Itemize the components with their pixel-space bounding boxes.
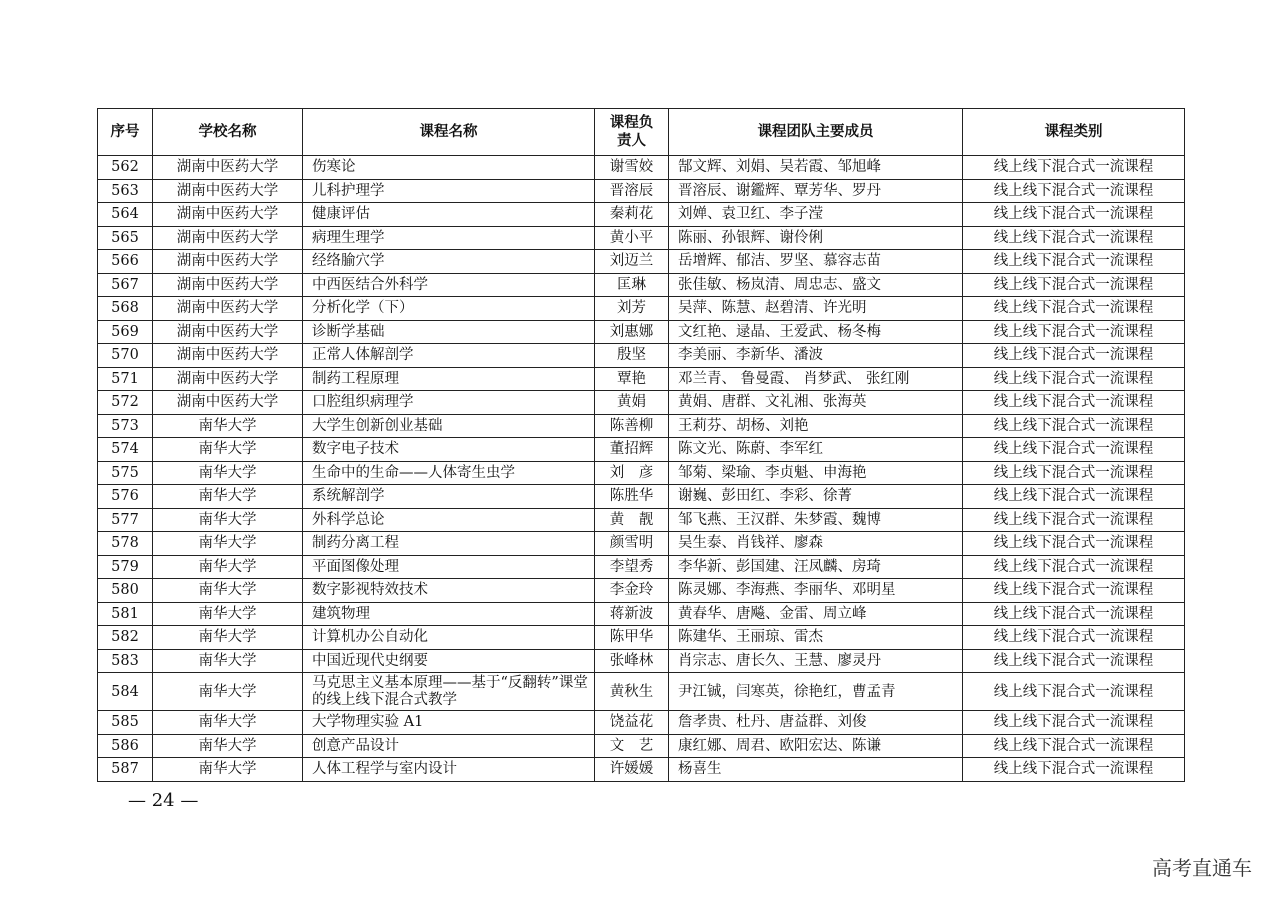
cell-members: 吴萍、陈慧、赵碧清、许光明	[669, 297, 963, 321]
cell-leader: 覃艳	[595, 367, 669, 391]
cell-leader: 刘惠娜	[595, 320, 669, 344]
cell-type: 线上线下混合式一流课程	[963, 226, 1185, 250]
page-number: — 24 —	[128, 790, 199, 811]
cell-leader: 秦莉花	[595, 203, 669, 227]
table-row	[98, 179, 1185, 203]
cell-type: 线上线下混合式一流课程	[963, 320, 1185, 344]
cell-no: 571	[98, 367, 153, 391]
cell-type: 线上线下混合式一流课程	[963, 156, 1185, 180]
cell-school: 南华大学	[153, 673, 303, 711]
cell-no: 577	[98, 508, 153, 532]
table-row	[98, 203, 1185, 227]
cell-members: 尹江铖，闫寒英，徐艳红，曹孟青	[669, 673, 963, 711]
cell-no: 582	[98, 626, 153, 650]
cell-members: 邓兰青、 鲁曼霞、 肖梦武、 张红刚	[669, 367, 963, 391]
cell-no: 564	[98, 203, 153, 227]
cell-school: 湖南中医药大学	[153, 367, 303, 391]
cell-no: 576	[98, 485, 153, 509]
cell-course: 伤寒论	[303, 156, 595, 180]
table-row	[98, 532, 1185, 556]
table-row	[98, 711, 1185, 735]
cell-type: 线上线下混合式一流课程	[963, 508, 1185, 532]
cell-leader: 李金玲	[595, 579, 669, 603]
cell-school: 湖南中医药大学	[153, 156, 303, 180]
cell-members: 陈灵娜、李海燕、李丽华、邓明星	[669, 579, 963, 603]
cell-course: 大学生创新创业基础	[303, 414, 595, 438]
table-row	[98, 485, 1185, 509]
cell-school: 南华大学	[153, 626, 303, 650]
table-row	[98, 555, 1185, 579]
cell-leader: 黄秋生	[595, 673, 669, 711]
cell-members: 陈丽、孙银辉、谢伶俐	[669, 226, 963, 250]
cell-course: 建筑物理	[303, 602, 595, 626]
cell-school: 湖南中医药大学	[153, 273, 303, 297]
header-course: 课程名称	[303, 109, 595, 156]
cell-members: 肖宗志、唐长久、王慧、廖灵丹	[669, 649, 963, 673]
cell-school: 南华大学	[153, 414, 303, 438]
cell-type: 线上线下混合式一流课程	[963, 273, 1185, 297]
cell-members: 詹孝贵、杜丹、唐益群、刘俊	[669, 711, 963, 735]
table-row	[98, 156, 1185, 180]
cell-type: 线上线下混合式一流课程	[963, 532, 1185, 556]
cell-leader: 陈甲华	[595, 626, 669, 650]
cell-members: 郜文辉、刘娟、吴若霞、邹旭峰	[669, 156, 963, 180]
course-table	[97, 108, 1185, 782]
table-row	[98, 367, 1185, 391]
table-row	[98, 344, 1185, 368]
cell-school: 湖南中医药大学	[153, 391, 303, 415]
cell-leader: 颜雪明	[595, 532, 669, 556]
cell-no: 562	[98, 156, 153, 180]
cell-course: 健康评估	[303, 203, 595, 227]
cell-members: 邹飞燕、王汉群、朱梦霞、魏博	[669, 508, 963, 532]
cell-leader: 蒋新波	[595, 602, 669, 626]
cell-type: 线上线下混合式一流课程	[963, 555, 1185, 579]
cell-members: 黄娟、唐群、文礼湘、张海英	[669, 391, 963, 415]
cell-members: 晋溶辰、谢鑑辉、覃芳华、罗丹	[669, 179, 963, 203]
cell-course: 大学物理实验 A1	[303, 711, 595, 735]
cell-type: 线上线下混合式一流课程	[963, 461, 1185, 485]
cell-no: 565	[98, 226, 153, 250]
cell-course: 系统解剖学	[303, 485, 595, 509]
cell-course: 马克思主义基本原理——基于“反翻转”课堂的线上线下混合式教学	[303, 673, 595, 711]
cell-course: 创意产品设计	[303, 734, 595, 758]
cell-school: 湖南中医药大学	[153, 250, 303, 274]
table-row	[98, 297, 1185, 321]
cell-no: 573	[98, 414, 153, 438]
cell-no: 570	[98, 344, 153, 368]
cell-members: 岳增辉、郁洁、罗坚、慕容志苗	[669, 250, 963, 274]
cell-no: 579	[98, 555, 153, 579]
table-row	[98, 438, 1185, 462]
cell-course: 中西医结合外科学	[303, 273, 595, 297]
table-row	[98, 414, 1185, 438]
cell-school: 湖南中医药大学	[153, 297, 303, 321]
cell-type: 线上线下混合式一流课程	[963, 250, 1185, 274]
cell-school: 南华大学	[153, 579, 303, 603]
cell-members: 吴生泰、肖钱祥、廖森	[669, 532, 963, 556]
cell-type: 线上线下混合式一流课程	[963, 344, 1185, 368]
cell-type: 线上线下混合式一流课程	[963, 579, 1185, 603]
cell-leader: 饶益花	[595, 711, 669, 735]
cell-leader: 陈善柳	[595, 414, 669, 438]
cell-course: 经络腧穴学	[303, 250, 595, 274]
cell-leader: 刘 彦	[595, 461, 669, 485]
cell-no: 563	[98, 179, 153, 203]
cell-course: 数字影视特效技术	[303, 579, 595, 603]
cell-members: 杨喜生	[669, 758, 963, 782]
table-row	[98, 226, 1185, 250]
cell-no: 568	[98, 297, 153, 321]
cell-no: 585	[98, 711, 153, 735]
cell-type: 线上线下混合式一流课程	[963, 734, 1185, 758]
cell-course: 口腔组织病理学	[303, 391, 595, 415]
header-leader: 课程负责人	[595, 109, 669, 156]
cell-school: 南华大学	[153, 649, 303, 673]
cell-school: 南华大学	[153, 508, 303, 532]
cell-members: 王莉芬、胡杨、刘艳	[669, 414, 963, 438]
cell-course: 生命中的生命——人体寄生虫学	[303, 461, 595, 485]
cell-leader: 刘芳	[595, 297, 669, 321]
cell-type: 线上线下混合式一流课程	[963, 485, 1185, 509]
cell-members: 刘婵、袁卫红、李子滢	[669, 203, 963, 227]
cell-course: 分析化学（下）	[303, 297, 595, 321]
cell-type: 线上线下混合式一流课程	[963, 414, 1185, 438]
cell-no: 586	[98, 734, 153, 758]
cell-no: 572	[98, 391, 153, 415]
table-row	[98, 250, 1185, 274]
cell-school: 湖南中医药大学	[153, 226, 303, 250]
cell-course: 正常人体解剖学	[303, 344, 595, 368]
cell-members: 张佳敏、杨岚清、周忠志、盛文	[669, 273, 963, 297]
cell-school: 湖南中医药大学	[153, 320, 303, 344]
cell-leader: 黄娟	[595, 391, 669, 415]
cell-members: 李华新、彭国建、汪凤麟、房琦	[669, 555, 963, 579]
table-row	[98, 320, 1185, 344]
cell-course: 外科学总论	[303, 508, 595, 532]
cell-school: 南华大学	[153, 758, 303, 782]
cell-no: 580	[98, 579, 153, 603]
cell-no: 575	[98, 461, 153, 485]
cell-members: 邹菊、梁瑜、李贞魁、申海艳	[669, 461, 963, 485]
cell-course: 病理生理学	[303, 226, 595, 250]
cell-leader: 晋溶辰	[595, 179, 669, 203]
cell-type: 线上线下混合式一流课程	[963, 711, 1185, 735]
cell-no: 569	[98, 320, 153, 344]
cell-school: 南华大学	[153, 734, 303, 758]
cell-school: 南华大学	[153, 602, 303, 626]
table-row	[98, 734, 1185, 758]
cell-school: 南华大学	[153, 438, 303, 462]
cell-leader: 陈胜华	[595, 485, 669, 509]
cell-no: 574	[98, 438, 153, 462]
cell-school: 南华大学	[153, 532, 303, 556]
cell-course: 数字电子技术	[303, 438, 595, 462]
cell-type: 线上线下混合式一流课程	[963, 367, 1185, 391]
cell-school: 湖南中医药大学	[153, 179, 303, 203]
table-row	[98, 602, 1185, 626]
header-members: 课程团队主要成员	[669, 109, 963, 156]
cell-no: 584	[98, 673, 153, 711]
cell-members: 陈建华、王丽琼、雷杰	[669, 626, 963, 650]
table-row	[98, 273, 1185, 297]
table-row	[98, 508, 1185, 532]
cell-type: 线上线下混合式一流课程	[963, 649, 1185, 673]
cell-leader: 黄 靓	[595, 508, 669, 532]
cell-leader: 李望秀	[595, 555, 669, 579]
table-row	[98, 391, 1185, 415]
cell-members: 陈文光、陈蔚、李军红	[669, 438, 963, 462]
cell-school: 南华大学	[153, 555, 303, 579]
header-school: 学校名称	[153, 109, 303, 156]
cell-course: 儿科护理学	[303, 179, 595, 203]
cell-course: 制药分离工程	[303, 532, 595, 556]
cell-leader: 谢雪姣	[595, 156, 669, 180]
cell-leader: 匡琳	[595, 273, 669, 297]
cell-type: 线上线下混合式一流课程	[963, 391, 1185, 415]
cell-leader: 许媛媛	[595, 758, 669, 782]
table-row	[98, 579, 1185, 603]
cell-type: 线上线下混合式一流课程	[963, 438, 1185, 462]
cell-leader: 张峰林	[595, 649, 669, 673]
header-no: 序号	[98, 109, 153, 156]
table-row	[98, 649, 1185, 673]
watermark-text: 高考直通车	[1152, 856, 1252, 880]
cell-leader: 殷坚	[595, 344, 669, 368]
cell-no: 566	[98, 250, 153, 274]
cell-type: 线上线下混合式一流课程	[963, 673, 1185, 711]
cell-type: 线上线下混合式一流课程	[963, 179, 1185, 203]
cell-school: 湖南中医药大学	[153, 344, 303, 368]
cell-course: 平面图像处理	[303, 555, 595, 579]
table-header-row	[98, 109, 1185, 156]
cell-members: 李美丽、李新华、潘波	[669, 344, 963, 368]
cell-no: 583	[98, 649, 153, 673]
cell-school: 南华大学	[153, 711, 303, 735]
cell-course: 诊断学基础	[303, 320, 595, 344]
header-type: 课程类别	[963, 109, 1185, 156]
cell-school: 湖南中医药大学	[153, 203, 303, 227]
cell-leader: 黄小平	[595, 226, 669, 250]
cell-leader: 刘迈兰	[595, 250, 669, 274]
cell-type: 线上线下混合式一流课程	[963, 602, 1185, 626]
cell-no: 587	[98, 758, 153, 782]
cell-no: 567	[98, 273, 153, 297]
cell-school: 南华大学	[153, 485, 303, 509]
cell-course: 人体工程学与室内设计	[303, 758, 595, 782]
table-row	[98, 673, 1185, 711]
table-row	[98, 758, 1185, 782]
table-row	[98, 626, 1185, 650]
cell-type: 线上线下混合式一流课程	[963, 203, 1185, 227]
table-row	[98, 461, 1185, 485]
cell-members: 黄春华、唐飚、金雷、周立峰	[669, 602, 963, 626]
cell-course: 计算机办公自动化	[303, 626, 595, 650]
cell-type: 线上线下混合式一流课程	[963, 297, 1185, 321]
cell-leader: 文 艺	[595, 734, 669, 758]
cell-type: 线上线下混合式一流课程	[963, 626, 1185, 650]
cell-school: 南华大学	[153, 461, 303, 485]
cell-type: 线上线下混合式一流课程	[963, 758, 1185, 782]
cell-leader: 董招辉	[595, 438, 669, 462]
cell-no: 578	[98, 532, 153, 556]
cell-members: 康红娜、周君、欧阳宏达、陈谦	[669, 734, 963, 758]
cell-members: 文红艳、逯晶、王爱武、杨冬梅	[669, 320, 963, 344]
cell-no: 581	[98, 602, 153, 626]
cell-members: 谢巍、彭田红、李彩、徐菁	[669, 485, 963, 509]
cell-course: 中国近现代史纲要	[303, 649, 595, 673]
cell-course: 制药工程原理	[303, 367, 595, 391]
